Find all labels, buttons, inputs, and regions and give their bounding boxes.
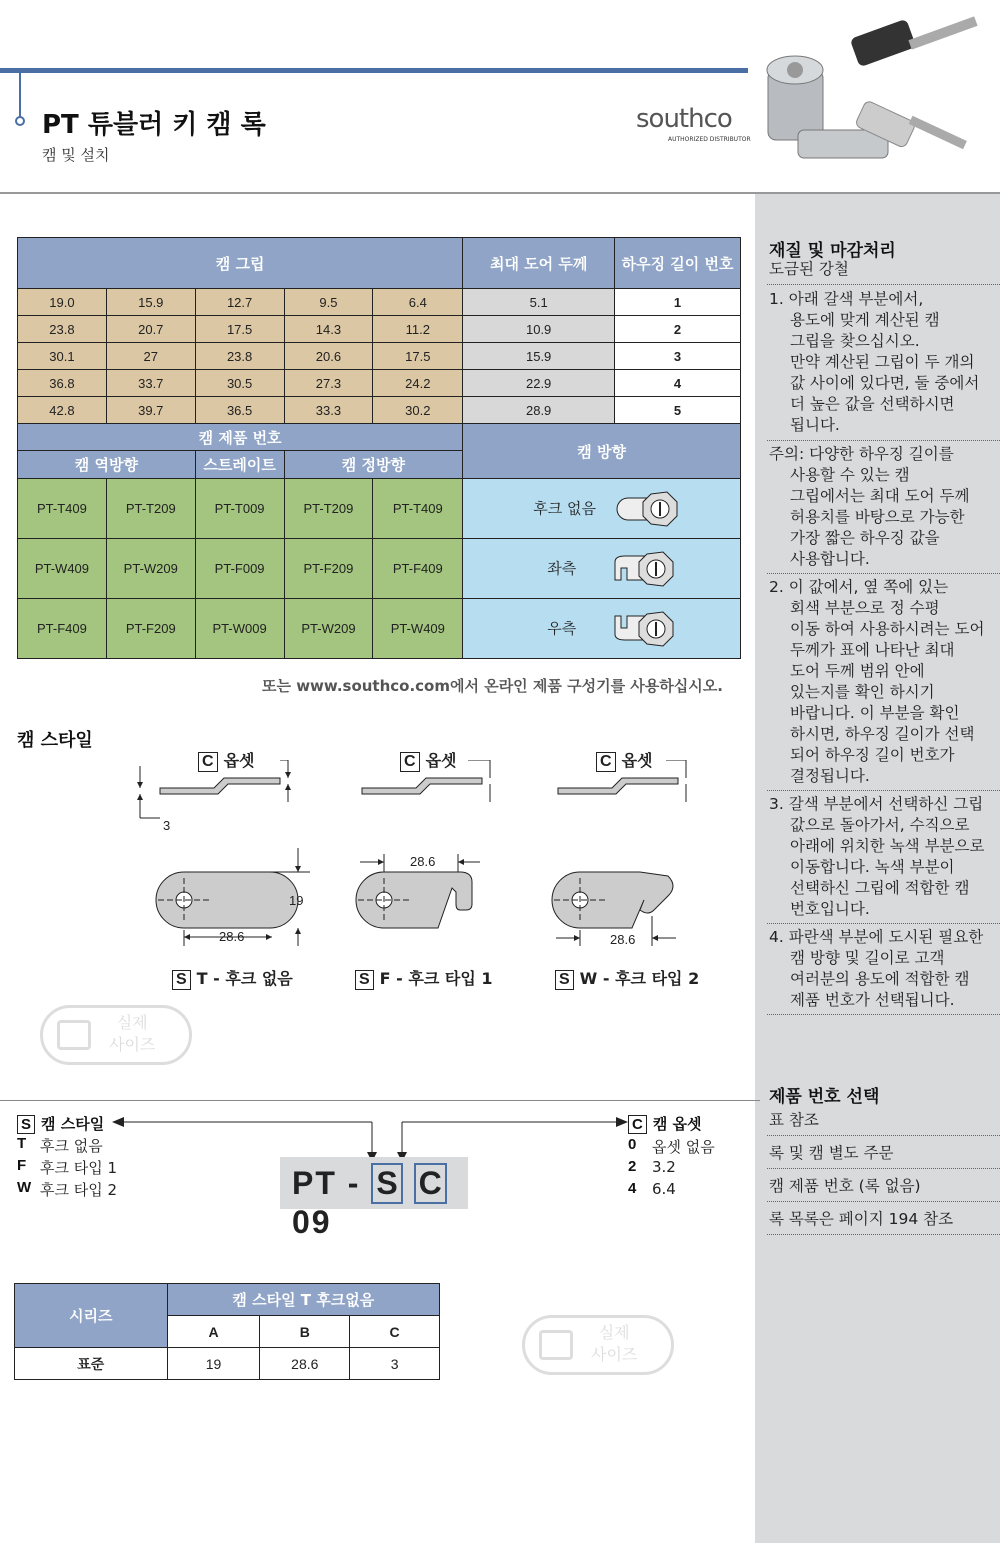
part-header: 캠 제품 번호 xyxy=(18,424,463,451)
grip-cell: 17.5 xyxy=(195,316,284,343)
grip-cell: 6.4 xyxy=(373,289,463,316)
offset-code: 4 xyxy=(628,1180,637,1197)
divider xyxy=(767,790,1000,791)
caption-w: S W - 후크 타입 2 xyxy=(555,966,699,990)
part-cell: PT-T409 xyxy=(18,479,107,539)
part-cell: PT-W209 xyxy=(284,599,373,659)
offset-label: 옵셋 없음 xyxy=(652,1138,715,1156)
cam-no-hook-icon xyxy=(615,490,681,528)
grip-cell: 15.9 xyxy=(106,289,195,316)
step4-line: 여러분의 용도에 적합한 캠 xyxy=(790,970,970,988)
logo-tagline: AUTHORIZED DISTRIBUTOR xyxy=(668,136,751,143)
value-c: 3 xyxy=(350,1348,440,1380)
select-item: 록 목록은 페이지 194 참조 xyxy=(769,1210,954,1228)
cam-style-heading: 캠 스타일 xyxy=(17,730,93,751)
offset-label: 3.2 xyxy=(652,1158,676,1176)
header-accent-bar xyxy=(0,68,748,73)
part-cell: PT-T409 xyxy=(373,479,463,539)
step1-line: 값 사이에 있다면, 둘 중에서 xyxy=(790,374,980,392)
dim-19: 19 xyxy=(289,893,304,908)
divider xyxy=(767,1234,1000,1235)
offset-label-w: C 옵셋 xyxy=(596,748,652,772)
part-cell: PT-W409 xyxy=(18,539,107,599)
part-cell: PT-F009 xyxy=(195,539,284,599)
grip-cell: 14.3 xyxy=(284,316,373,343)
note-line: 가장 짧은 하우징 값을 xyxy=(790,529,940,547)
value-b: 28.6 xyxy=(260,1348,350,1380)
grip-cell: 20.6 xyxy=(284,343,373,370)
dim-28-6-t: 28.6 xyxy=(219,929,245,944)
grip-cell: 30.2 xyxy=(373,397,463,424)
step4-line: 4. 파란색 부분에 도시된 필요한 xyxy=(769,928,984,946)
housing-cell: 1 xyxy=(615,289,741,316)
grip-cell: 36.5 xyxy=(195,397,284,424)
door-cell: 5.1 xyxy=(463,289,615,316)
step4-line: 캠 방향 및 길이로 고객 xyxy=(790,949,945,967)
select-heading: 제품 번호 선택 xyxy=(769,1087,880,1107)
step2-line: 되어 하우징 길이 번호가 xyxy=(790,746,955,764)
step2-line: 있는지를 확인 하시기 xyxy=(790,683,935,701)
cam-left-hook-icon xyxy=(611,550,677,588)
straight-header: 스트레이트 xyxy=(195,451,284,479)
door-cell: 28.9 xyxy=(463,397,615,424)
offset-label: 6.4 xyxy=(652,1180,676,1198)
grip-cell: 23.8 xyxy=(18,316,107,343)
offset-key: C 캠 옵셋 xyxy=(628,1113,702,1134)
step2-line: 이동 하여 사용하시려는 도어 xyxy=(790,620,985,638)
part-cell: PT-W409 xyxy=(373,599,463,659)
door-cell: 10.9 xyxy=(463,316,615,343)
row-label: 표준 xyxy=(15,1348,168,1380)
step2-line: 바랍니다. 이 부분을 확인 xyxy=(790,704,960,722)
note-line: 사용합니다. xyxy=(790,550,870,568)
housing-header: 하우징 길이 번호 xyxy=(615,238,741,289)
dim-28-6-w: 28.6 xyxy=(610,932,636,947)
material-text: 도금된 강철 xyxy=(769,260,849,278)
step3-line: 3. 갈색 부분에서 선택하신 그립 xyxy=(769,795,984,813)
select-item: 표 참조 xyxy=(769,1111,819,1129)
divider xyxy=(767,1201,1000,1202)
grip-cell: 27.3 xyxy=(284,370,373,397)
col-a: A xyxy=(167,1316,260,1348)
part-cell: PT-T209 xyxy=(284,479,373,539)
series-group-header: 캠 스타일 T 후크없음 xyxy=(167,1284,439,1316)
step2-line: 결정됩니다. xyxy=(790,767,870,785)
select-item: 록 및 캠 별도 주문 xyxy=(769,1144,894,1162)
series-header: 시리즈 xyxy=(15,1284,168,1348)
step2-line: 2. 이 값에서, 옆 쪽에 있는 xyxy=(769,578,949,596)
grip-cell: 30.1 xyxy=(18,343,107,370)
step3-line: 값으로 돌아가서, 수직으로 xyxy=(790,816,970,834)
part-cell: PT-W009 xyxy=(195,599,284,659)
step1-line: 1. 아래 갈색 부분에서, xyxy=(769,290,924,308)
header-marker-dot xyxy=(15,116,25,126)
part-cell: PT-F409 xyxy=(373,539,463,599)
housing-cell: 5 xyxy=(615,397,741,424)
grip-cell: 23.8 xyxy=(195,343,284,370)
step3-line: 아래에 위치한 녹색 부분으로 xyxy=(790,837,985,855)
door-header: 최대 도어 두께 xyxy=(463,238,615,289)
grip-cell: 17.5 xyxy=(373,343,463,370)
grip-cell: 27 xyxy=(106,343,195,370)
style-label: 후크 타입 2 xyxy=(40,1181,118,1199)
step3-line: 선택하신 그립에 적합한 캠 xyxy=(790,879,970,897)
grip-cell: 12.7 xyxy=(195,289,284,316)
step1-line: 그립을 찾으십시오. xyxy=(790,332,920,350)
part-cell: PT-T009 xyxy=(195,479,284,539)
door-cell: 22.9 xyxy=(463,370,615,397)
part-number-example: PT - S C 09 xyxy=(280,1157,468,1209)
grip-cell: 36.8 xyxy=(18,370,107,397)
reverse-header: 캠 역방향 xyxy=(18,451,196,479)
series-table xyxy=(14,1283,440,1380)
page-subtitle: 캠 및 설치 xyxy=(42,146,110,164)
grip-cell: 11.2 xyxy=(373,316,463,343)
note-line: 그립에서는 최대 도어 두께 xyxy=(790,487,970,505)
value-a: 19 xyxy=(167,1348,260,1380)
part-number-divider xyxy=(0,1100,760,1101)
part-cell: PT-T209 xyxy=(106,479,195,539)
part-cell: PT-F209 xyxy=(106,599,195,659)
caption-f: S F - 후크 타입 1 xyxy=(355,966,492,990)
offset-label-t: C 옵셋 xyxy=(198,748,254,772)
page-title: PT 튜블러 키 캠 록 xyxy=(42,110,266,140)
style-code: W xyxy=(17,1179,32,1196)
part-cell: PT-F409 xyxy=(18,599,107,659)
divider xyxy=(767,923,1000,924)
style-key: S 캠 스타일 xyxy=(17,1113,104,1134)
note-line: 허용치를 바탕으로 가능한 xyxy=(790,508,965,526)
caption-t: S T - 후크 없음 xyxy=(172,966,293,990)
cam-grip-table xyxy=(17,237,741,659)
grip-cell: 19.0 xyxy=(18,289,107,316)
col-c: C xyxy=(350,1316,440,1348)
grip-cell: 33.7 xyxy=(106,370,195,397)
grip-cell: 42.8 xyxy=(18,397,107,424)
grip-header: 캠 그립 xyxy=(18,238,463,289)
style-label: 후크 없음 xyxy=(40,1137,103,1155)
divider xyxy=(767,1014,1000,1015)
step1-line: 만약 계산된 그립이 두 개의 xyxy=(790,353,975,371)
dim-3: 3 xyxy=(163,818,171,833)
actual-size-stamp: 실제 사이즈 xyxy=(522,1315,674,1375)
door-cell: 15.9 xyxy=(463,343,615,370)
divider xyxy=(767,1135,1000,1136)
style-code: F xyxy=(17,1157,27,1174)
cam-right-hook-icon xyxy=(611,610,677,648)
grip-cell: 24.2 xyxy=(373,370,463,397)
offset-code: 0 xyxy=(628,1136,637,1153)
header-marker-line xyxy=(19,73,21,119)
southco-logo: southco xyxy=(636,104,732,134)
grip-cell: 39.7 xyxy=(106,397,195,424)
divider xyxy=(767,440,1000,441)
step4-line: 제품 번호가 선택됩니다. xyxy=(790,991,955,1009)
divider xyxy=(767,284,1000,285)
direction-label: 좌측 xyxy=(547,559,577,577)
step1-line: 됩니다. xyxy=(790,416,840,434)
step3-line: 이동합니다. 녹색 부분이 xyxy=(790,858,955,876)
lock-product-image xyxy=(758,10,998,180)
dim-28-6-f: 28.6 xyxy=(410,854,436,869)
step1-line: 더 높은 값을 선택하시면 xyxy=(790,395,955,413)
direction-label: 우측 xyxy=(547,619,577,637)
offset-code: 2 xyxy=(628,1158,637,1175)
step2-line: 도어 두께 범위 안에 xyxy=(790,662,925,680)
step2-line: 두께가 표에 나타난 최대 xyxy=(790,641,955,659)
select-item: 캠 제품 번호 (록 없음) xyxy=(769,1177,921,1195)
grip-cell: 20.7 xyxy=(106,316,195,343)
housing-cell: 2 xyxy=(615,316,741,343)
direction-cell xyxy=(463,599,741,659)
step2-line: 회색 부분으로 정 수평 xyxy=(790,599,940,617)
housing-cell: 4 xyxy=(615,370,741,397)
grip-cell: 30.5 xyxy=(195,370,284,397)
direction-label: 후크 없음 xyxy=(533,499,596,517)
step2-line: 하시면, 하우징 길이가 선택 xyxy=(790,725,975,743)
housing-cell: 3 xyxy=(615,343,741,370)
part-cell: PT-F209 xyxy=(284,539,373,599)
grip-cell: 33.3 xyxy=(284,397,373,424)
note-line: 사용할 수 있는 캠 xyxy=(790,466,910,484)
divider xyxy=(767,1168,1000,1169)
grip-cell: 9.5 xyxy=(284,289,373,316)
note-line: 주의: 다양한 하우징 길이를 xyxy=(769,445,954,463)
divider xyxy=(767,573,1000,574)
offset-label-f: C 옵셋 xyxy=(400,748,456,772)
col-b: B xyxy=(260,1316,350,1348)
step1-line: 용도에 맞게 계산된 캠 xyxy=(790,311,940,329)
configurator-note: 또는 www.southco.com에서 온라인 제품 구성기를 사용하십시오. xyxy=(262,677,723,695)
part-cell: PT-W209 xyxy=(106,539,195,599)
direction-header: 캠 방향 xyxy=(463,424,741,479)
material-heading: 재질 및 마감처리 xyxy=(769,241,896,261)
style-code: T xyxy=(17,1135,27,1152)
style-label: 후크 타입 1 xyxy=(40,1159,118,1177)
direction-cell xyxy=(463,539,741,599)
direction-cell xyxy=(463,479,741,539)
forward-header: 캠 정방향 xyxy=(284,451,463,479)
actual-size-stamp: 실제 사이즈 xyxy=(40,1005,192,1065)
step3-line: 번호입니다. xyxy=(790,900,870,918)
part-number-arrows xyxy=(110,1112,630,1162)
